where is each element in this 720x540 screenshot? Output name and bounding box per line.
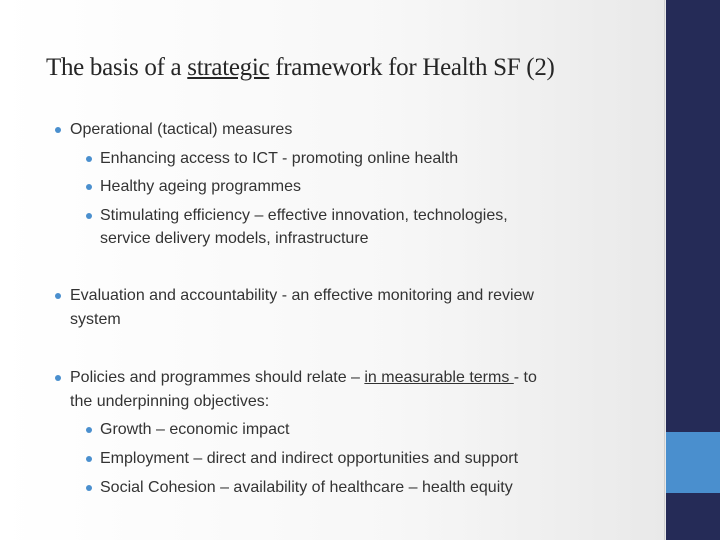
title-part-1: The basis of a (46, 54, 188, 81)
policies-text-2: - to (513, 369, 537, 386)
bullet-dot (86, 213, 92, 219)
bullet-operational: Operational (tactical) measures (70, 121, 293, 138)
sub-bullet-growth: Growth – economic impact (100, 421, 290, 438)
title-underlined-word: strategic (187, 54, 270, 81)
bullet-dot (55, 293, 61, 299)
sub-bullet-ict: Enhancing access to ICT - promoting online health (100, 150, 459, 167)
bullet-dot (55, 127, 61, 133)
bullet-dot (86, 485, 92, 491)
bullet-dot (86, 427, 92, 433)
sub-bullet-employment: Employment – direct and indirect opportunities and support (100, 450, 519, 467)
bullet-policies-cont: the underpinning objectives: (70, 393, 270, 410)
slide-title (46, 54, 555, 82)
sidebar-divider (664, 0, 665, 540)
sub-bullet-efficiency: Stimulating efficiency – effective innovation, technologies, (100, 207, 508, 224)
policies-text-1: Policies and programmes should relate – (70, 369, 365, 386)
bullet-evaluation: Evaluation and accountability - an effective monitoring and review (70, 287, 534, 304)
bullet-policies (70, 368, 537, 388)
bullet-dot (55, 375, 61, 381)
sub-bullet-efficiency-cont: service delivery models, infrastructure (100, 230, 369, 247)
sub-bullet-ageing: Healthy ageing programmes (100, 178, 301, 195)
policies-underlined: in measurable terms (364, 369, 514, 386)
bullet-dot (86, 184, 92, 190)
title-part-2: framework for Health SF (2) (269, 54, 555, 81)
sidebar-accent-block (666, 432, 720, 493)
bullet-dot (86, 456, 92, 462)
bullet-evaluation-cont: system (70, 311, 121, 328)
sub-bullet-cohesion: Social Cohesion – availability of healthcare – health equity (100, 479, 513, 496)
bullet-dot (86, 156, 92, 162)
